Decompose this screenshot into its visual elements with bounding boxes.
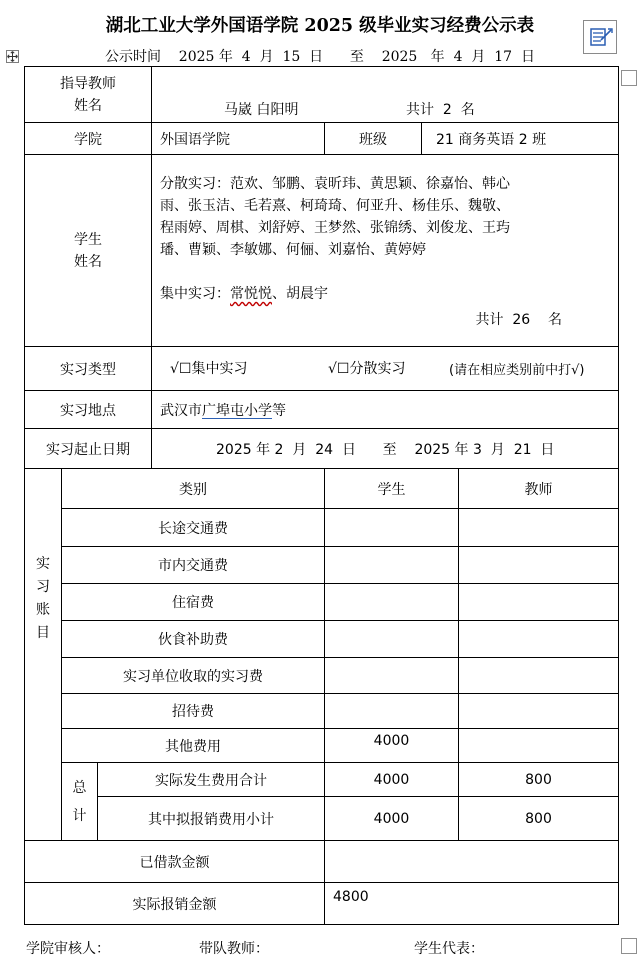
- location-label: 实习地点: [25, 391, 152, 429]
- accounts-header-row: [25, 469, 619, 509]
- side-checkbox-bottom: [621, 938, 637, 954]
- row-teacher: [459, 694, 619, 729]
- location-suffix: 等: [272, 402, 286, 419]
- students-label-line2: 姓名: [74, 253, 102, 270]
- accounts-side-char-2: 习: [36, 579, 50, 595]
- row-teacher: [459, 729, 619, 763]
- total-row: [25, 797, 619, 841]
- row-teacher: [459, 509, 619, 547]
- teacher-names: 马崴 白阳明: [224, 102, 299, 118]
- table-row: [25, 509, 619, 547]
- row-category: 市内交通费: [62, 547, 325, 584]
- scattered-line-2: 雨、张玉洁、毛若熹、柯琦琦、何亚升、杨佳乐、魏敬、: [160, 198, 510, 214]
- scattered-line-1: 分散实习：范欢、邹鹏、袁昕玮、黄思颖、徐嘉怡、韩心: [160, 176, 510, 192]
- location-underlined: 广埠屯小学: [202, 402, 272, 419]
- borrowed-row: [25, 841, 619, 883]
- students-value-cell: [152, 155, 619, 347]
- centralized-rest: 、胡晨宇: [272, 286, 328, 302]
- table-row: [25, 729, 619, 763]
- actual-row: [25, 883, 619, 925]
- publish-time: 公示时间 2025 年 4 月 15 日 至 2025 年 4 月 17 日: [104, 49, 535, 65]
- row-teacher: [459, 584, 619, 621]
- lead-teacher-label: 带队教师：: [199, 941, 269, 957]
- row-category: 其他费用: [62, 729, 325, 763]
- teacher-total: 共计 2 名: [406, 102, 475, 118]
- total-category: 其中拟报销费用小计: [98, 797, 325, 841]
- location-value: [152, 391, 619, 429]
- teacher-value-cell: [152, 67, 619, 123]
- total-student: 4000: [325, 797, 459, 841]
- row-category: 实习单位收取的实习费: [62, 658, 325, 694]
- teacher-label-line1: 指导教师: [60, 75, 116, 92]
- row-student: [325, 694, 459, 729]
- college-label: 学院: [25, 123, 152, 155]
- teacher-row: [25, 67, 619, 123]
- internship-type-value-cell: [152, 347, 619, 391]
- class-label: 班级: [325, 123, 422, 155]
- row-teacher: [459, 547, 619, 584]
- option-scattered[interactable]: √☐分散实习: [328, 360, 406, 377]
- students-label-line1: 学生: [74, 231, 102, 248]
- layout-options-icon[interactable]: [583, 20, 617, 54]
- students-label-cell: [25, 155, 152, 347]
- location-row: [25, 391, 619, 429]
- college-row: [25, 123, 619, 155]
- total-side-label: [62, 763, 98, 841]
- table-row: [25, 621, 619, 658]
- row-teacher: [459, 621, 619, 658]
- row-student: [325, 584, 459, 621]
- total-category: 实际发生费用合计: [98, 763, 325, 797]
- header-student: 学生: [325, 469, 459, 509]
- college-value: 外国语学院: [152, 123, 325, 155]
- table-move-handle-icon[interactable]: [6, 50, 19, 63]
- scattered-line-4: 璠、曹颖、李敏娜、何俪、刘嘉怡、黄婷婷: [160, 242, 426, 258]
- total-side-char-1: 总: [72, 779, 87, 796]
- college-reviewer-label: 学院审核人：: [26, 941, 110, 957]
- total-teacher: 800: [459, 797, 619, 841]
- actual-value: 4800: [325, 883, 619, 925]
- row-student: [325, 621, 459, 658]
- type-hint: (请在相应类别前中打√): [449, 362, 585, 378]
- scattered-line-3: 程雨婷、周棋、刘舒婷、王梦然、张锦绣、刘俊龙、王玙: [160, 220, 510, 236]
- option-centralized[interactable]: √☐集中实习: [170, 360, 248, 377]
- header-teacher: 教师: [459, 469, 619, 509]
- expense-table: [24, 66, 619, 925]
- actual-label: 实际报销金额: [25, 883, 325, 925]
- table-row: [25, 584, 619, 621]
- dates-value: 2025 年 2 月 24 日 至 2025 年 3 月 21 日: [152, 429, 619, 469]
- dates-row: [25, 429, 619, 469]
- document-title: 湖北工业大学外国语学院 2025 级毕业实习经费公示表: [105, 16, 535, 36]
- centralized-line: [160, 283, 606, 305]
- internship-type-row: [25, 347, 619, 391]
- table-row: [25, 547, 619, 584]
- borrowed-value: [325, 841, 619, 883]
- dates-label: 实习起止日期: [25, 429, 152, 469]
- students-total: 共计 26 名: [475, 312, 562, 328]
- header-category: 类别: [62, 469, 325, 509]
- table-row: [25, 694, 619, 729]
- total-side-char-2: 计: [72, 807, 87, 824]
- accounts-side-label: [25, 469, 62, 841]
- row-category: 住宿费: [62, 584, 325, 621]
- total-student: 4000: [325, 763, 459, 797]
- centralized-prefix: 集中实习：: [160, 286, 230, 302]
- class-value: 21 商务英语 2 班: [422, 123, 619, 155]
- centralized-name-1: 常悦悦: [230, 286, 272, 302]
- accounts-side-char-1: 实: [36, 556, 50, 572]
- row-category: 长途交通费: [62, 509, 325, 547]
- table-row: [25, 658, 619, 694]
- row-student: 4000: [325, 729, 459, 763]
- accounts-side-char-3: 账: [36, 602, 50, 618]
- total-teacher: 800: [459, 763, 619, 797]
- teacher-label-cell: [25, 67, 152, 123]
- row-teacher: [459, 658, 619, 694]
- internship-type-label: 实习类型: [25, 347, 152, 391]
- row-student: [325, 547, 459, 584]
- teacher-label-line2: 姓名: [74, 97, 102, 114]
- accounts-side-char-4: 目: [36, 625, 50, 641]
- students-row: [25, 155, 619, 347]
- row-category: 伙食补助费: [62, 621, 325, 658]
- side-checkbox-top: [621, 70, 637, 86]
- student-rep-label: 学生代表：: [414, 941, 484, 957]
- row-student: [325, 509, 459, 547]
- location-prefix: 武汉市: [160, 402, 202, 419]
- total-row: [25, 763, 619, 797]
- borrowed-label: 已借款金额: [25, 841, 325, 883]
- row-student: [325, 658, 459, 694]
- row-category: 招待费: [62, 694, 325, 729]
